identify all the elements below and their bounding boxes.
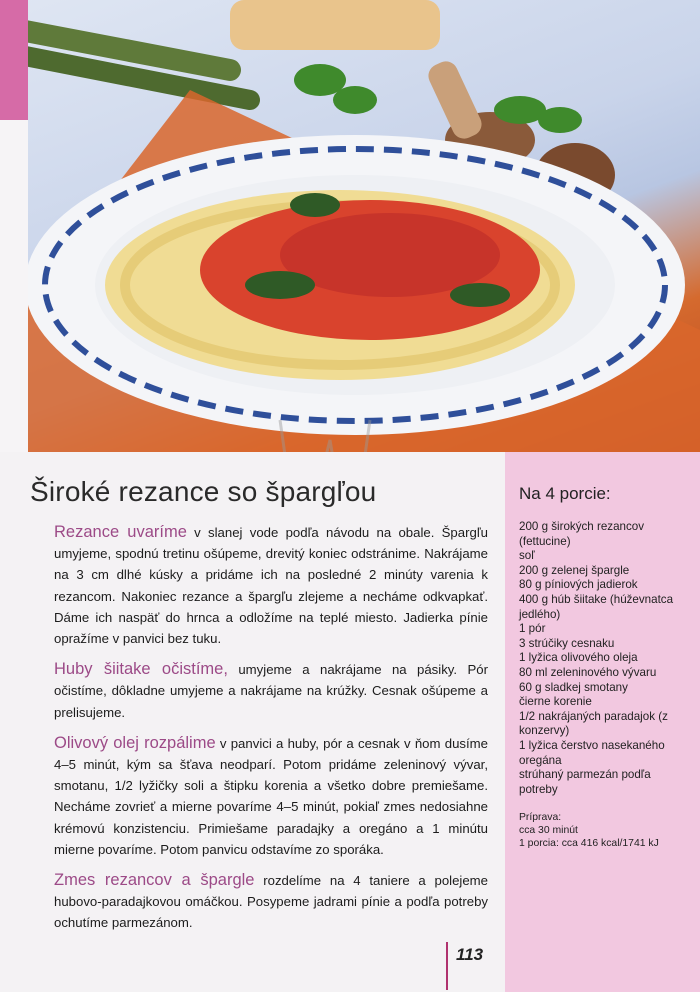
ingredient-item: soľ (519, 549, 535, 563)
prep-portion: 1 porcia: cca 416 kcal/1741 kJ (519, 838, 659, 850)
prep-label: Príprava: (519, 812, 562, 824)
ingredient-item: 1/2 nakrájaných paradajok (z konzervy) (519, 709, 668, 738)
ingredient-item: 80 ml zeleninového vývaru (519, 665, 657, 679)
recipe-step (54, 733, 488, 860)
ingredient-item: 200 g širokých rezancov (fettucine) (519, 520, 645, 548)
step-text: rozdelíme na 4 taniere a polejeme hubovo-paradajkovou omáčkou. Posypeme jadrami pínie a podľa potreby ochutíme parmezánom. (54, 873, 489, 931)
cheese-illustration (230, 0, 440, 50)
recipe-step (54, 659, 488, 723)
recipe-title: Široké rezance so špargľou (30, 476, 377, 507)
ingredient-item: 3 strúčiky cesnaku (519, 636, 615, 650)
ingredient-item: 60 g sladkej smotany (519, 680, 628, 694)
step-text: umyjeme a nakrájame na pásiky. Pór očistíme, dôkladne umyjeme a nakrájame na krúžky. Cesnak ošúpeme a prelisujeme. (54, 662, 488, 720)
ingredient-item: 200 g zelenej špargle (519, 563, 630, 577)
step-text: v slanej vode podľa návodu na obale. Špargľu umyjeme, spodnú tretinu ošúpeme, drevitý koniec odstránime. Nakrájame na 3 cm dlhé kúsky a pridáme ich na posledné 2 minúty varenia k rezancom. Nakoniec rezance a špargľu zlejeme a necháme odkvapkať. Dáme ich naspäť do hrnca a odložíme na teplé miesto. Jadierka pínie opražíme v panvici bez tuku. (54, 525, 489, 647)
recipe-step (54, 522, 488, 649)
servings-heading: Na 4 porcie: (519, 484, 611, 503)
recipe-main (28, 452, 505, 992)
ingredient-item: čierne korenie (519, 695, 592, 709)
ingredient-item: 1 pór (519, 622, 546, 636)
asparagus-illustration (20, 30, 250, 100)
step-lead: Zmes rezancov a špargle (54, 871, 255, 890)
ingredient-item: 1 lyžica čerstvo nasekaného oregána (519, 738, 665, 767)
page-number: 113 (446, 942, 483, 990)
dish-photo (0, 0, 700, 452)
step-text: v panvici a huby, pór a cesnak v ňom dusíme 4–5 minút, kým sa šťava neodparí. Potom pridáme zeleninový vývar, smotanu, 1/2 lyžičky soli a štipku korenia a všetko dobre premiešame. Necháme zovrieť a mierne povaríme 4–5 minút, pokiaľ zmes nedosiahne krémovú konzistenciu. Primiešame paradajky a oregáno a 1 minútu mierne povaríme. Potom panvicu odstavíme zo sporáka. (54, 735, 488, 857)
ingredients-panel (505, 452, 700, 992)
recipe-step (54, 870, 488, 934)
recipe-steps (54, 522, 488, 944)
preparation-info (519, 811, 689, 850)
ingredient-item: 1 lyžica olivového oleja (519, 651, 638, 665)
margin-strip (0, 120, 28, 452)
step-lead: Rezance uvaríme (54, 523, 187, 541)
prep-time: cca 30 minút (519, 825, 578, 837)
ingredient-item: strúhaný parmezán podľa potreby (519, 768, 651, 796)
step-lead: Olivový olej rozpálime (54, 733, 216, 752)
ingredients-list (519, 520, 689, 797)
accent-strip (0, 0, 28, 120)
plate-illustration (25, 135, 685, 435)
ingredient-item: 80 g píniových jadierok (519, 578, 638, 592)
ingredients-box (519, 484, 689, 850)
step-lead: Huby šiitake očistíme, (54, 660, 228, 679)
ingredient-item: 400 g húb šiitake (húževnatca jedlého) (519, 592, 674, 621)
pasta-plate-illustration (0, 0, 700, 452)
